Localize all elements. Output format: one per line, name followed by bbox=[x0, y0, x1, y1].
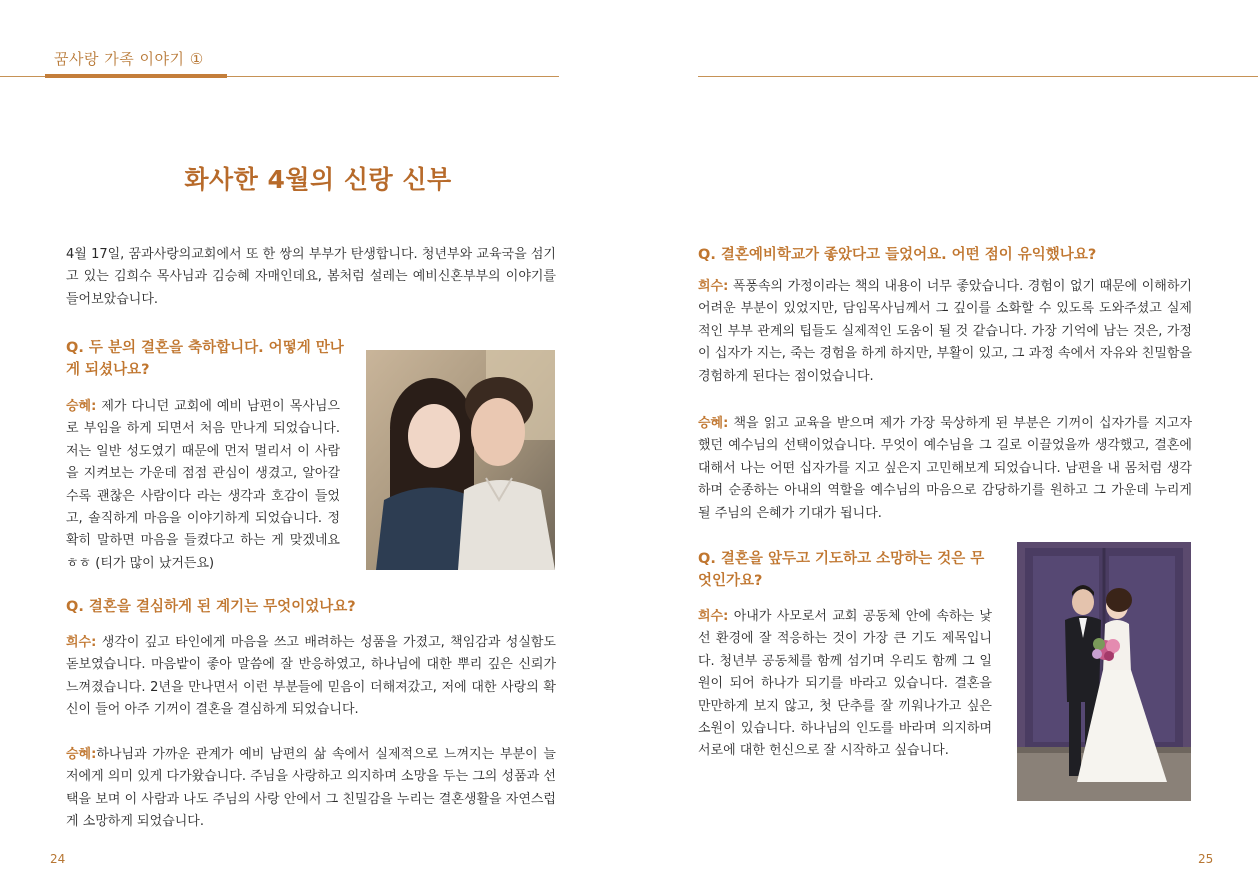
question-2-text: 결혼을 결심하게 된 계기는 무엇이었나요? bbox=[88, 599, 356, 615]
page-number-left: 24 bbox=[50, 852, 66, 866]
speaker-label: 희수: bbox=[698, 609, 729, 624]
speaker-label: 승혜: bbox=[66, 747, 97, 762]
answer-1-text: 제가 다니던 교회에 예비 남편이 목사님으로 부임을 하게 되면서 처음 만나게 되었습니다. 저는 일반 성도였기 때문에 먼저 멀리서 이 사람을 지켜보는 가운데 점점 관심이 생겼고, 알아갈수록 괜찮은 사람이다 라는 생각과 호감이 들었고, 솔직하게 마음을 이야기하게 되었습니다. 정확히 말하면 마음을 들켰다고 하는 게 맞겠네요 ㅎㅎ (티가 많이 났거든요) bbox=[66, 399, 340, 571]
question-3-text: 결혼예비학교가 좋았다고 들었어요. 어떤 점이 유익했나요? bbox=[720, 247, 1097, 263]
header-rule-right bbox=[698, 76, 1258, 77]
answer-3a bbox=[698, 276, 1192, 388]
answer-2a-text: 생각이 깊고 타인에게 마음을 쓰고 배려하는 성품을 가졌고, 책임감과 성실함도 돋보였습니다. 마음밭이 좋아 말씀에 잘 반응하였고, 하나님에 대한 뿌리 깊은 신뢰가 느껴졌습니다. 2년을 만나면서 이런 부분들에 믿음이 더해져갔고, 저에 대한 사랑의 확신이 들어 아주 기꺼이 결혼을 결심하게 되었습니다. bbox=[66, 635, 556, 718]
question-2 bbox=[66, 596, 556, 618]
speaker-label: 희수: bbox=[698, 279, 729, 294]
question-1-text: 두 분의 결혼을 축하합니다. 어떻게 만나게 되셨나요? bbox=[66, 340, 344, 378]
answer-2b bbox=[66, 744, 556, 834]
answer-2b-text: 하나님과 가까운 관계가 예비 남편의 삶 속에서 실제적으로 느껴지는 부분이 늘 저에게 의미 있게 다가왔습니다. 주님을 사랑하고 의지하며 소망을 두는 그의 성품과 선택을 보며 이 사람과 나도 주님의 사랑 안에서 그 친밀감을 누리는 결혼생활을 자연스럽게 소망하게 되었습니다. bbox=[66, 747, 556, 830]
wedding-photo bbox=[1017, 542, 1191, 801]
answer-3a-text: 폭풍속의 가정이라는 책의 내용이 너무 좋았습니다. 경험이 없기 때문에 이해하기 어려운 부분이 있었지만, 담임목사님께서 그 깊이를 소화할 수 있도록 도와주셨고 실제적인 부부 관계의 팁들도 실제적인 도움이 될 것 같습니다. 가장 기억에 남는 것은, 가정이 십자가 지는, 죽는 경험을 하게 하지만, 부활이 있고, 그 과정 속에서 자유와 친밀함을 경험하게 된다는 점이었습니다. bbox=[698, 279, 1192, 384]
speaker-label: 희수: bbox=[66, 635, 97, 650]
answer-2a bbox=[66, 632, 556, 722]
couple-selfie-photo bbox=[366, 350, 555, 570]
article-intro: 4월 17일, 꿈과사랑의교회에서 또 한 쌍의 부부가 탄생합니다. 청년부와 교육국을 섬기고 있는 김희수 목사님과 김승혜 자매인데요, 봄처럼 설레는 예비신혼부부의 이야기를 들어보았습니다. bbox=[66, 247, 556, 307]
answer-1 bbox=[66, 396, 340, 575]
question-4-text: 결혼을 앞두고 기도하고 소망하는 것은 무엇인가요? bbox=[698, 551, 985, 589]
question-1 bbox=[66, 337, 346, 381]
speaker-label: 승혜: bbox=[698, 416, 729, 431]
q-icon: Q. bbox=[698, 247, 716, 263]
answer-4 bbox=[698, 606, 992, 763]
question-4 bbox=[698, 548, 998, 592]
speaker-label: 승혜: bbox=[66, 399, 97, 414]
q-icon: Q. bbox=[698, 551, 716, 567]
section-header-title: 꿈사랑 가족 이야기 ① bbox=[54, 50, 204, 68]
header-tab-bar bbox=[45, 74, 227, 78]
q-icon: Q. bbox=[66, 340, 84, 356]
question-3 bbox=[698, 244, 1192, 266]
page-number-right: 25 bbox=[1198, 852, 1214, 866]
q-icon: Q. bbox=[66, 599, 84, 615]
answer-3b bbox=[698, 413, 1192, 525]
answer-3b-text: 책을 읽고 교육을 받으며 제가 가장 묵상하게 된 부분은 기꺼이 십자가를 지고자 했던 예수님의 선택이었습니다. 무엇이 예수님을 그 길로 이끌었을까 생각했고, 결혼에 대해서 나는 어떤 십자가를 지고 싶은지 고민해보게 되었습니다. 남편을 내 몸처럼 생각하며 순종하는 아내의 역할을 예수님의 마음으로 감당하기를 원하고 그 가운데 누리게 될 주님의 은혜가 기대가 됩니다. bbox=[698, 416, 1192, 521]
answer-4-text: 아내가 사모로서 교회 공동체 안에 속하는 낯선 환경에 잘 적응하는 것이 가장 큰 기도 제목입니다. 청년부 공동체를 함께 섬기며 우리도 함께 그 일원이 되어 하나가 되기를 바라고 있습니다. 결혼을 만만하게 보지 않고, 첫 단추를 잘 끼워나가고 싶은 소원이 있습니다. 하나님의 인도를 바라며 의지하며 서로에 대한 헌신으로 잘 시작하고 싶습니다. bbox=[698, 609, 992, 759]
article-title: 화사한 4월의 신랑 신부 bbox=[184, 165, 452, 194]
